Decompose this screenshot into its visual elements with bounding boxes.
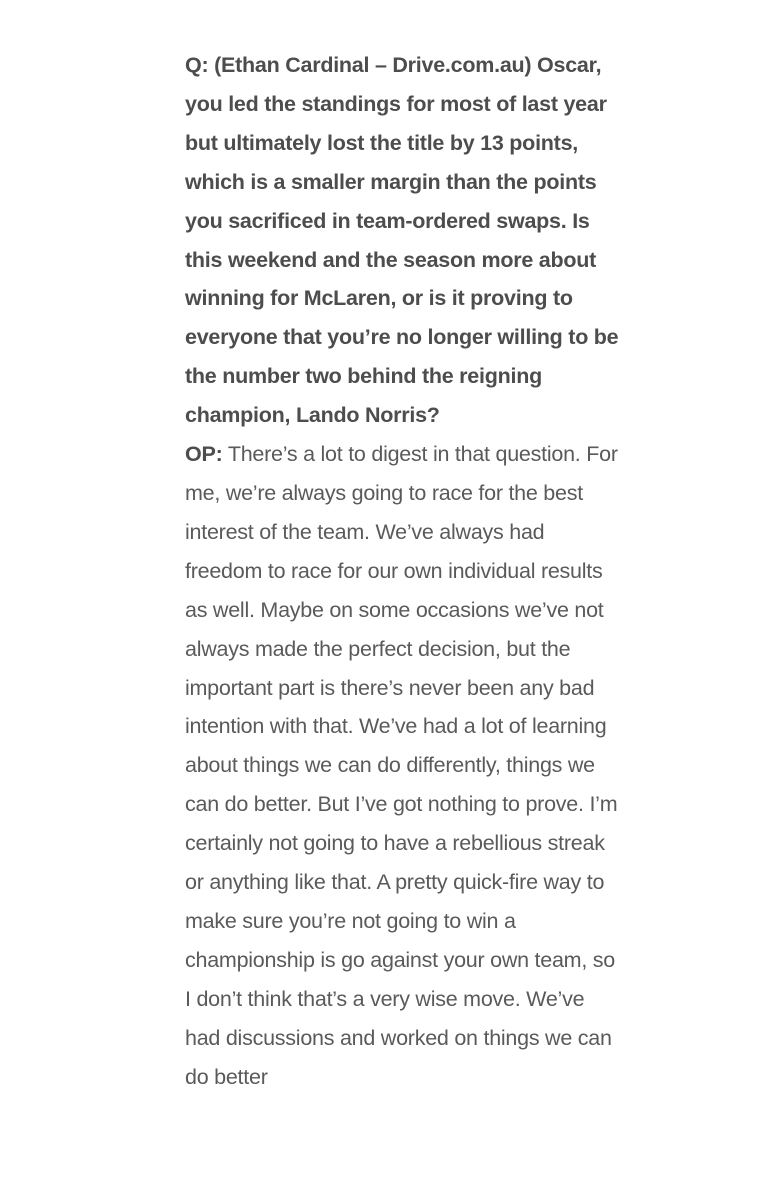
interview-transcript xyxy=(185,46,621,1096)
answer-paragraph xyxy=(185,435,621,1096)
answer-speaker-label: OP: xyxy=(185,442,223,467)
answer-text: There’s a lot to digest in that question. For me, we’re always going to race for the best interest of the team. We’ve always had freedom to race for our own individual results as well. Maybe on some occasions we’ve not always made the perfect decision, but the important part is there’s never been any bad intention with that. We’ve had a lot of learning about things we can do differently, things we can do better. But I’ve got nothing to prove. I’m certainly not going to have a rebellious streak or anything like that. A pretty quick-fire way to make sure you’re not going to win a championship is go against your own team, so I don’t think that’s a very wise move. We’ve had discussions and worked on things we can do better xyxy=(185,442,618,1089)
question-paragraph: Q: (Ethan Cardinal – Drive.com.au) Oscar, you led the standings for most of last year but ultimately lost the title by 13 points, which is a smaller margin than the points you sacrificed in team-ordered swaps. Is this weekend and the season more about winning for McLaren, or is it proving to everyone that you’re no longer willing to be the number two behind the reigning champion, Lando Norris? xyxy=(185,53,619,428)
